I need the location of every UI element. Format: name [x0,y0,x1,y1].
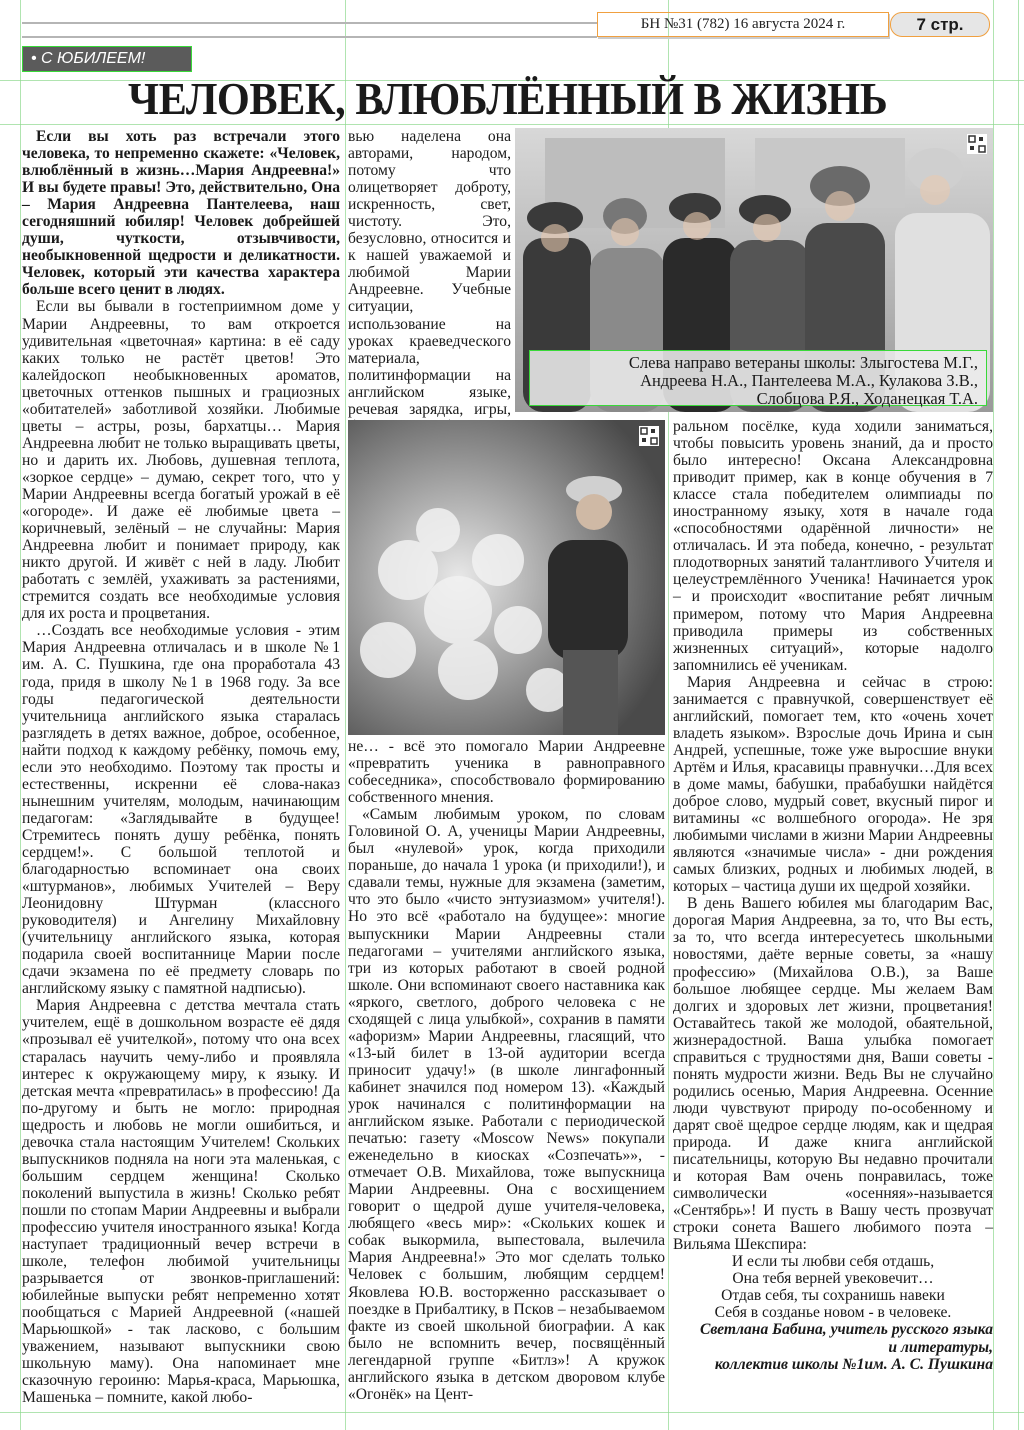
article-paragraph: В день Вашего юбилея мы благодарим Вас, дорогая Мария Андреевна, за то, что Вы есть, за то, что всегда интересуетесь школьными новостями, даёте верные советы, за «нашу профессию» (Михайлова О.В.), за Ваше большое любящее сердце. Мы желаем Вам долгих и здоровых лет жизни, процветания! Оставайтесь такой же молодой, обаятельной, жизнерадостной. Ваша улыбка помогает справиться с трудностями дня, Ваши советы - понять мудрости жизни. Ведь Вы не случайно родились осенью, Мария Андреевна. Осенние люди чувствуют природу по-особенному и дарят своё щедрое сердце людям, как и щедрая природа. И даже книга английской писательницы, которую Вы недавно прочитали и которая Вам очень понравилась, тоже символически «осенняя»-называется «Сентябрь»! И пусть в Вашу честь прозвучат строки сонета Вашего любимого поэта – Вильяма Шекспира: [673,895,993,1254]
article-title [22,74,993,124]
article-paragraph: вью наделена она авторами, народом, потому что олицетворяет доброту, искренность, свет, чистоту. Это, безусловно, относится и к нашей уважаемой и любимой Марии Андреевне. Учебные ситуации, использование на уроках краеведческого материала, политинформации на английском языке, речевая зарядка, игры, [348,128,511,418]
layout-guide [1018,0,1019,1430]
caption-line: Слева направо ветераны школы: Злыгостева М.Г., [628,353,978,372]
article-paragraph: не… - всё это помогало Марии Андреевне «превратить ученика в равноправного собеседника», способствовало формированию собственного мнения. [348,738,665,807]
header-rule [22,22,597,24]
layout-guide [0,124,1024,125]
article-column-3 [673,418,993,1393]
qr-code-icon [639,426,659,446]
article-lead: Если вы хоть раз встречали этого человека, то непременно скажете: «Человек, влюблённый в жизнь…Мария Андреевна!» И вы будете правы! Это, действительно, Она – Мария Андреевна Пантелеева, наш сегодняшний юбиляр! Человек добрейшей души, чуткости, отзывчивости, необыкновенной щедрости и деликатности. Человек, который эти качества характера больше всего ценит в людях. [22,128,340,299]
header-rule [22,36,597,38]
flowers-photo-image [348,420,665,735]
layout-guide [0,1412,1024,1413]
article-paragraph: …Создать все необходимые условия - этим Мария Андреевна отличалась и в школе №1 им. А. С. Пушкина, где она проработала 43 года, придя в школу №1 в 1968 году. За все годы педагогической деятельности учительница английского языка старалась разглядеть в детях важное, доброе, особенное, найти подход к каждому ребёнку, помочь ему, если это необходимо. Поэтому так просты и естественны, искренни её слова-наказ нынешним учителям, молодым, начинающим педагогам: «Заглядывайте в будущее! Стремитесь понять душу ребёнка, понять сердцем!». С большой теплотой и благодарностью вспоминает она своих «штурманов», любимых Учителей – Веру Леонидовну Штурман (классного руководителя) и Ангелину Михайловну (учительницу английского языка, которая подарила своей воспитаннице Марии после сдачи экзамена по её предмету словарь по английскому языку с памятной надписью). [22,622,340,998]
author-signature: и литературы, [888,1338,993,1356]
article-column-2-top [348,128,511,416]
article-column-1 [22,128,340,1407]
article-title-text: ЧЕЛОВЕК, ВЛЮБЛЁННЫЙ В ЖИЗНЬ [127,73,888,124]
caption-line: Слобцова Р.Я., Ходанецкая Т.А. [756,389,978,408]
layout-guide [993,0,994,1430]
veterans-photo [515,128,993,412]
author-signature: коллектив школы №1им. А. С. Пушкина [714,1355,993,1373]
article-paragraph: Мария Андреевна и сейчас в строю: занимается с правнучкой, совершенствует её английский, помогает тем, кто «очень хочет владеть языком». Взрослые дочь Ирина и сын Андрей, успешные, тоже уже выросшие внуки Артём и Илья, красавицы правнучки…Для всех в доме мамы, бабушки, прабабушки найдётся доброе слово, мудрый совет, вкусный пирог и витамины «с волшебного огорода». Не зря любимыми числами в жизни Марии Андреевны являются «значимые числа» - дни рождения самых близких, родных и любимых людей, в которых – частица души их щедрой хозяйки. [673,673,993,896]
article-paragraph: Если вы бывали в гостеприимном доме у Марии Андреевны, то вам откроется удивительная «цветочная» картина: в её саду каких только не растёт цветов! Это калейдоскоп необыкновенных ароматов, цветочных оттенков пышных и грациозных «обитателей» заботливой хозяйки. Любимые цветы – астры, розы, бархатцы… Мария Андреевна любит не только выращивать цветы, но и дарить их. Любовь, душевная теплота, «зоркое сердце» – думаю, секрет того, что у Марии Андреевны всегда богатый урожай в её «огороде». И даже её любимые цвета – коричневый, зелёный – не случайны: Мария Андреевна любит и понимает природу, как никто другой. И живёт с ней в ладу. Любит работать с землёй, ухаживать за растениями, стремится создать все необходимые условия для их роста и процветания. [22,298,340,623]
poem-line: Она тебя верней увековечит… [732,1270,934,1288]
article-paragraph: ральном посёлке, куда ходили заниматься, чтобы повысить уровень знаний, да и просто было интересно! Оксана Александровна приводит пример, как в конце обучения в 7 классе стала победителем олимпиады по иностранному языку, хотя в начале года «способностями одарённой личности» не отличалась. И эта победа, конечно, - результат плодотворных занятий талантливого Учителя и целеустремлённого Ученика! Начинается урок – и происходит «воспитание ребят личным примером, потому что Мария Андреевна приводила примеры из собственных жизненных ситуаций», которые надолго запомнились её ученикам. [673,418,993,674]
article-paragraph: «Самым любимым уроком, по словам Головиной О. А, ученицы Марии Андреевны, был «нулевой» урок, когда приходили пораньше, до начала 1 урока (и приходили!), и сдавали темы, нужные для экзамена (заметим, что это было «чисто энтузиазмом» учителя!). Но это всё «работало на будущее»: многие выпускники Марии Андреевны стали педагогами – учителями английского языка, три из которых работают в своей родной школе. Они вспоминают своего наставника как «яркого, светлого, доброго человека с не сходящей с лица улыбкой», сохранив в памяти «афоризм» Марии Андреевны, гласящий, что «13-ый билет в 13-ой аудитории всегда приносит удачу!» (в школе лингафонный кабинет значился под номером 13). «Каждый урок начинался с политинформации на английском языке. Работали с периодической печатью: газету «Moscow News» покупали еженедельно в киосках «Созпечать»», - отмечает О.В. Михайлова, тоже выпускница Марии Андреевны. Она с восхищением говорит о щедрой душе учителя-человека, любящего «весь мир»: «Скольких кошек и собак выкормила, выпестовала, вылечила Мария Андреевна!» Это мог сделать только Человек с большим, любящим сердцем! Яковлева Ю.В. восторженно рассказывает о поездке в Прибалтику, в Псков – незабываемом факте из своей школьной биографии. А как было не вспомнить вечер, посвящённый легендарной группе «Битлз»! А кружок английского языка в детском дворовом клубе «Огонёк» на Цент- [348,806,665,1403]
page-number: 7 стр. [890,12,990,37]
layout-guide [345,0,346,1430]
poem-line: Отдав себя, ты сохранишь навеки [721,1287,945,1305]
rubric-label: • С ЮБИЛЕЕМ! [22,46,192,72]
author-signature: Светлана Бабина, учитель русского языка [699,1321,993,1339]
photo-caption [529,350,987,406]
poem-line: Себя в созданье новом - в человеке. [714,1304,952,1322]
article-column-2-bottom [348,738,665,1403]
flowers-photo [348,420,665,735]
issue-info: БН №31 (782) 16 августа 2024 г. [597,12,889,37]
poem-line: И если ты любви себя отдашь, [731,1253,935,1271]
article-paragraph: Мария Андреевна с детства мечтала стать учителем, ещё в дошкольном возрасте её дядя «прозывал её учителкой», потому что она всех старалась научить чему-либо и проявляла интерес к окружающему миру, к языку. И детская мечта «превратилась» в профессию! Да по-другому и быть не могло: природная щедрость и любовь не могли ошибиться, и девочка стала настоящим Учителем! Скольких выпускников подняла на ноги эта маленькая, с большим сердцем женщина! Сколько поколений выпустила в жизнь! Сколько ребят пошли по стопам Марии Андреевны и выбрали профессию учителя иностранного языка! Когда наступает традиционный вечер встречи в школе, телефон любимой учительницы разрывается от звонков-приглашений: юбилейные выпуски ребят непременно хотят пообщаться с Марией Андреевной («нашей Марьюшкой» - так ласково, с большим уважением, называют выпускники свою школьную маму). Она напоминает мне сказочную героиню: Марья-краса, Марьюшка, Машенька – помните, какой любо- [22,997,340,1407]
layout-guide [20,0,21,1430]
caption-line: Андреева Н.А., Пантелеева М.А., Кулакова З.В., [640,371,978,390]
qr-code-icon [967,134,987,154]
